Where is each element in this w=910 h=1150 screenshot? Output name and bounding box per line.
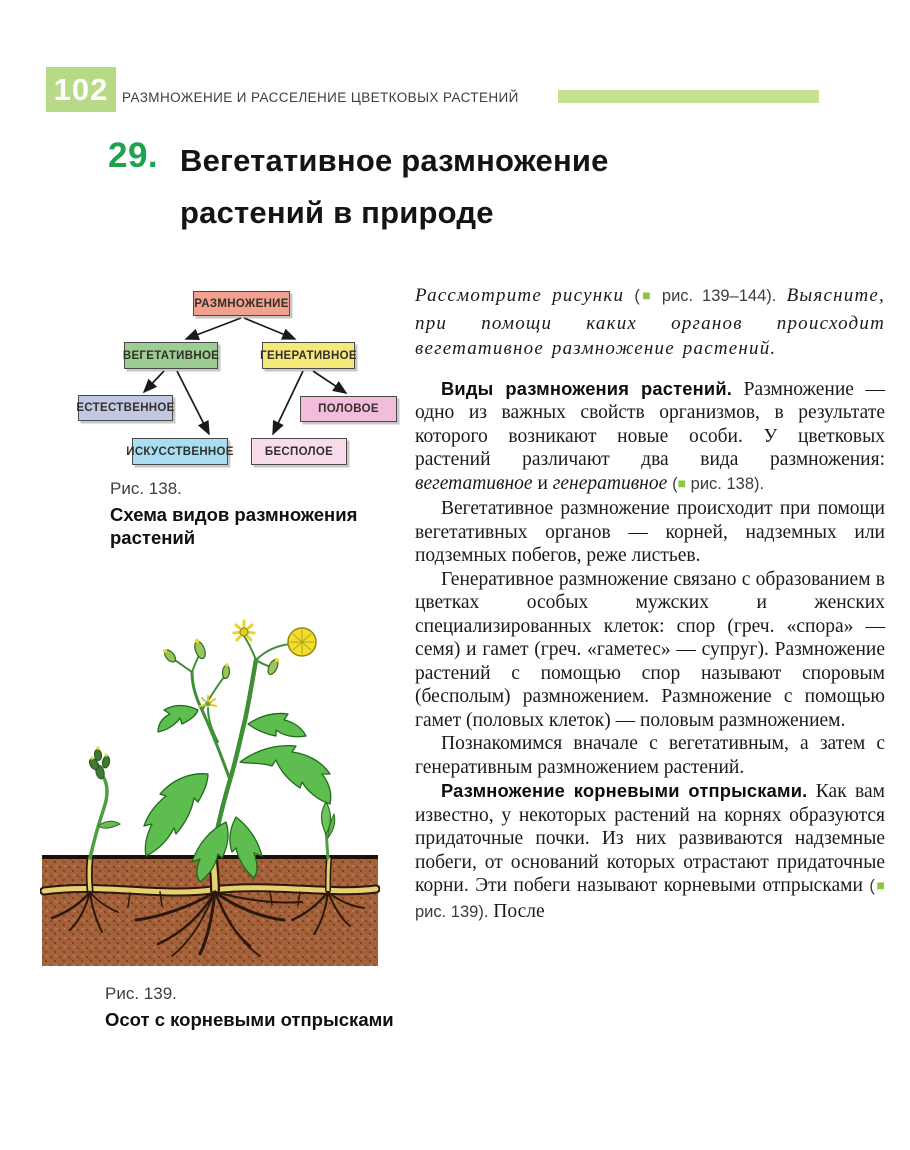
main-plant [144,621,331,882]
text-segment: Выясните, при помощи каких органов происходит вегетативное размножение растений. [415,285,885,359]
body-paragraph [415,568,885,733]
figure-138-text: Схема видов размножения растений [110,504,358,548]
text-segment: После [488,900,545,922]
intro-task-paragraph [415,283,885,362]
header-accent-bar [558,90,819,103]
text-segment: рис. 139–144). [653,287,777,305]
figure-139-text: Осот с корневыми отпрысками [105,1009,394,1030]
page-number-badge: 102 [46,67,116,112]
text-segment: Виды размножения растений. [441,377,733,399]
text-segment: генеративное [552,472,668,494]
text-segment: рис. 138). [686,474,765,493]
chapter-title-line2: растений в природе [180,195,494,230]
flowers [162,621,316,707]
running-head: РАЗМНОЖЕНИЕ И РАССЕЛЕНИЕ ЦВЕТКОВЫХ РАСТЕНИЙ [122,90,519,105]
figure-139-label: Рис. 139. [105,984,177,1003]
chapter-title [180,135,800,239]
text-segment: и [532,472,553,494]
figure-138-diagram [60,281,405,476]
body-paragraph [415,732,885,779]
figure-139-illustration [40,612,380,968]
text-segment: Вегетативное размножение происходит при помощи вегетативных органов — корней, надземных или подземных побегов, реже листьев. [415,498,885,566]
text-column [415,283,885,924]
diagram-node-artificial: ИСКУССТВЕННОЕ [132,438,228,465]
text-segment: ( [869,877,875,895]
chapter-title-line1: Вегетативное размножение [180,143,609,178]
text-segment: Как вам известно, у некоторых растений на корнях образуются придаточные почки. Из них развиваются надземные побеги, от оснований которых отрастают придаточные корни. Эти побеги называют корневыми отпрысками [415,781,886,896]
figure-reference-square-icon: ■ [677,476,687,492]
figure-139-caption [105,984,435,1031]
body-paragraph [415,779,885,924]
text-segment: ( [672,474,678,493]
diagram-node-asexual: БЕСПОЛОЕ [251,438,347,465]
body-paragraph [415,497,885,568]
diagram-node-sexual: ПОЛОВОЕ [300,396,397,422]
body-paragraph [415,377,885,498]
figure-reference-square-icon: ■ [639,289,653,304]
text-segment: ( [634,287,640,305]
figure-138-caption [110,479,420,549]
text-segment: вегетативное [415,472,533,494]
figure-reference-square-icon: ■ [874,879,885,894]
text-segment: рис. 139). [415,902,489,921]
chapter-number: 29. [108,136,159,175]
diagram-node-vegetative: ВЕГЕТАТИВНОЕ [124,342,218,369]
text-segment: Размножение — одно из важных свойств организмов, в результате которого возникают новые особи. У цветковых растений различают два вида размножения: [415,378,885,470]
diagram-node-generative: ГЕНЕРАТИВНОЕ [262,342,355,369]
text-segment: Познакомимся вначале с вегетативным, а затем с генеративным размножением растений. [415,733,885,778]
left-offshoot [88,746,120,858]
diagram-node-reproduction: РАЗМНОЖЕНИЕ [193,291,290,316]
text-segment: Рассмотрите рисунки [415,285,635,306]
text-segment: Генеративное размножение связано с образованием в цветках особых мужских и женских специализированных клеток: спор (греч. «спора» — семя) и гамет (греч. «гаметес» — супруг). Размножение растений с помощью спор называют споровым (бесполым) размножением. Размножение с помощью гамет (половых клеток) — половым размножением. [415,568,885,731]
diagram-node-natural: ЕСТЕСТВЕННОЕ [78,395,173,421]
text-segment: Размножение корневыми отпрысками. [441,780,808,801]
figure-138-label: Рис. 138. [110,479,182,498]
right-offshoot [322,802,335,858]
body-paragraphs [415,377,885,925]
